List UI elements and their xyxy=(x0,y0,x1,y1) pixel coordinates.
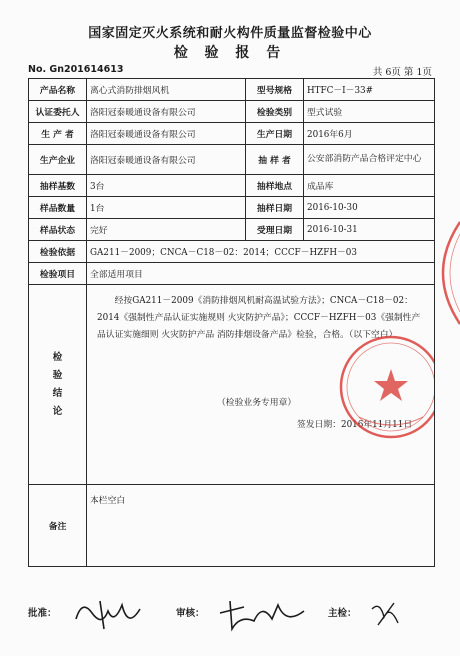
conclusion-unit: （检验业务专用章） xyxy=(217,398,297,408)
conclusion-cell xyxy=(87,285,435,485)
field-label: 抽样日期 xyxy=(246,197,304,219)
table-row xyxy=(29,123,435,145)
items-label: 检验项目 xyxy=(29,263,87,285)
table-row xyxy=(29,79,435,101)
field-label: 生产日期 xyxy=(246,123,304,145)
review-label: 审核： xyxy=(176,608,205,619)
field-label: 抽样地点 xyxy=(246,175,304,197)
center-title: 国家固定灭火系统和耐火构件质量监督检验中心 xyxy=(88,26,372,41)
field-value: 2016-10-30 xyxy=(304,197,435,219)
field-value: 离心式消防排烟风机 xyxy=(87,79,246,101)
conclusion-row xyxy=(29,285,435,485)
edge-seal-fragment xyxy=(438,218,460,328)
issue-date: 签发日期：2016年11月11日 xyxy=(297,420,413,430)
field-label: 产品名称 xyxy=(29,79,87,101)
approver-signature xyxy=(70,595,150,633)
official-seal xyxy=(337,333,435,441)
field-label: 抽 样 者 xyxy=(246,145,304,175)
inspector-signature xyxy=(366,595,406,633)
field-value: 2016年6月 xyxy=(304,123,435,145)
table-row xyxy=(29,219,435,241)
table-row xyxy=(29,175,435,197)
conclusion-label: 检 验 结 论 xyxy=(29,285,87,485)
page-info: 共 6页 第 1页 xyxy=(372,67,432,78)
basis-label: 检验依据 xyxy=(29,241,87,263)
remarks-value: 本栏空白 xyxy=(87,485,435,567)
remarks-label: 备注 xyxy=(29,485,87,567)
conclusion-text: 经按GA211－2009《消防排烟风机耐高温试验方法》；CNCA－C18－02：2014《强制性产品认证实施规则 火灾防护产品》；CCCF－HZFH－03《强制性产品认证实施细则 火灾防护产品 消防排烟设备产品》检验，合格。（以下空白） xyxy=(97,296,421,340)
field-value: 2016-10-31 xyxy=(304,219,435,241)
main-inspector-label: 主检： xyxy=(328,608,357,619)
basis-value: GA211－2009；CNCA－C18－02：2014；CCCF－HZFH－03 xyxy=(87,241,435,263)
remarks-row xyxy=(29,485,435,567)
field-value: 完好 xyxy=(87,219,246,241)
table-row xyxy=(29,101,435,123)
field-label: 生产企业 xyxy=(29,145,87,175)
reviewer-signature xyxy=(214,595,314,633)
approve-label: 批准： xyxy=(28,608,57,619)
field-value: 公安部消防产品合格评定中心 xyxy=(304,145,435,175)
table-row xyxy=(29,263,435,285)
document-number: No. Gn201614613 xyxy=(28,64,124,75)
field-label: 受理日期 xyxy=(246,219,304,241)
field-label: 生 产 者 xyxy=(29,123,87,145)
report-table xyxy=(28,78,435,567)
field-label: 样品数量 xyxy=(29,197,87,219)
table-row xyxy=(29,241,435,263)
report-title: 检 验 报 告 xyxy=(173,45,287,61)
field-label: 样品状态 xyxy=(29,219,87,241)
field-label: 认证委托人 xyxy=(29,101,87,123)
field-label: 抽样基数 xyxy=(29,175,87,197)
table-row xyxy=(29,197,435,219)
field-value: 1台 xyxy=(87,197,246,219)
items-value: 全部适用项目 xyxy=(87,263,435,285)
field-value: 洛阳冠泰暖通设备有限公司 xyxy=(87,123,246,145)
field-value: 洛阳冠泰暖通设备有限公司 xyxy=(87,145,246,175)
field-value: 成品库 xyxy=(304,175,435,197)
field-value: 3台 xyxy=(87,175,246,197)
field-value: 洛阳冠泰暖通设备有限公司 xyxy=(87,101,246,123)
field-label: 型号规格 xyxy=(246,79,304,101)
signature-row xyxy=(28,605,434,645)
field-value: 型式试验 xyxy=(304,101,435,123)
field-value: HTFC－Ⅰ－33# xyxy=(304,79,435,101)
table-row xyxy=(29,145,435,175)
field-label: 检验类别 xyxy=(246,101,304,123)
